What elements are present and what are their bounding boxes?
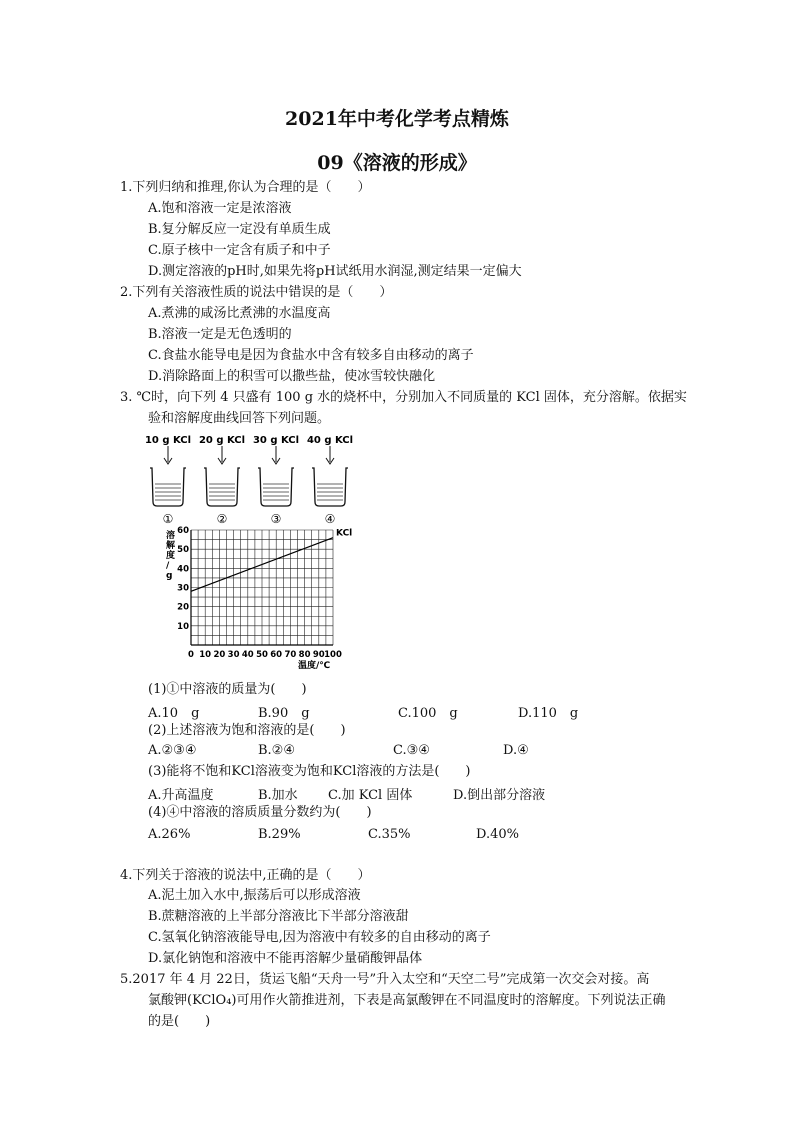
q3-sub3-option-d: D.倒出部分溶液 (453, 788, 546, 803)
q3-sub1-option-b: B.90 g (258, 706, 310, 721)
series-label-KCl: KCl (336, 528, 353, 539)
q1-option-d: D.测定溶液的pH时,如果先将pH试纸用水润湿,测定结果一定偏大 (148, 264, 522, 279)
x-axis-label: 温度/℃ (298, 661, 331, 671)
q3-sub4-stem: (4)④中溶液的溶质质量分数约为( ) (148, 805, 372, 820)
q4-stem: 4.下列关于溶液的说法中,正确的是（ ） (120, 868, 371, 883)
q3-sub1-stem: (1)①中溶液的质量为( ) (148, 682, 307, 697)
x-tick-label: 60 (270, 650, 283, 660)
x-tick-label: 10 (199, 650, 212, 660)
q4-option-d: D.氯化钠饱和溶液中不能再溶解少量硝酸钾晶体 (148, 951, 423, 966)
x-tick-label: 40 (241, 650, 254, 660)
q3-sub2-option-a: A.②③④ (148, 743, 197, 758)
y-tick-label: 20 (177, 602, 189, 613)
beaker-2-label: 20 g KCl (198, 435, 246, 446)
beaker-4-number: ④ (324, 512, 336, 526)
beaker-1 (145, 435, 191, 526)
q2-option-a: A.煮沸的咸汤比煮沸的水温度高 (148, 306, 331, 321)
beaker-2 (199, 435, 245, 526)
chart-ticks (177, 526, 342, 660)
q3-sub2-option-b: B.②④ (258, 743, 295, 758)
q3-sub2-stem: (2)上述溶液为饱和溶液的是( ) (148, 723, 346, 738)
beaker-3-number: ③ (270, 512, 282, 526)
beaker-3-label: 30 g KCl (252, 435, 300, 446)
beaker-4 (307, 435, 353, 526)
q3-sub4-option-d: D.40% (476, 827, 519, 842)
x-tick-label: 50 (256, 650, 268, 660)
y-axis-label-char: 解 (166, 541, 176, 551)
y-tick-label: 10 (177, 621, 189, 632)
q2-stem: 2.下列有关溶液性质的说法中错误的是（ ） (120, 285, 393, 300)
page-subtitle: 09《溶液的形成》 (317, 152, 477, 174)
page-title: 2021年中考化学考点精炼 (285, 108, 509, 130)
q3-sub1-option-d: D.110 g (518, 706, 579, 721)
chart-series (191, 529, 352, 592)
x-tick-label: 100 (324, 650, 342, 660)
beaker-3 (253, 435, 299, 526)
x-tick-label: 30 (227, 650, 240, 660)
q3-sub1-option-a: A.10 g (148, 706, 200, 721)
q3-sub3-stem: (3)能将不饱和KCl溶液变为饱和KCl溶液的方法是( ) (148, 764, 471, 779)
q3-sub4-option-b: B.29% (258, 827, 301, 842)
q2-option-c: C.食盐水能导电是因为食盐水中含有较多自由移动的离子 (148, 348, 474, 363)
y-tick-label: 50 (177, 545, 189, 556)
y-tick-label: 30 (177, 583, 189, 594)
q3-sub2-option-c: C.③④ (393, 743, 430, 758)
beaker-1-number: ① (162, 512, 174, 526)
x-tick-label: 80 (298, 650, 311, 660)
y-axis-label-char: 度 (166, 551, 176, 561)
q4-option-a: A.泥土加入水中,振荡后可以形成溶液 (148, 888, 361, 903)
q3-sub3-option-a: A.升高温度 (148, 788, 214, 803)
q5-line3: 的是( ) (148, 1014, 211, 1029)
y-axis-label-char: 溶 (166, 531, 176, 541)
q5-line2: 氯酸钾(KClO₄)可用作火箭推进剂，下表是高氯酸钾在不同温度时的溶解度。下列说法正确 (148, 993, 666, 1008)
q3-stem-line2: 验和溶解度曲线回答下列问题。 (148, 411, 331, 426)
q1-option-c: C.原子核中一定含有质子和中子 (148, 243, 331, 258)
chart-grid (191, 530, 333, 645)
x-tick-label: 90 (312, 650, 325, 660)
x-tick-label: 70 (284, 650, 297, 660)
q1-stem: 1.下列归纳和推理,你认为合理的是（ ） (120, 180, 371, 195)
q3-figure (140, 430, 360, 675)
beaker-4-label: 40 g KCl (306, 435, 354, 446)
q2-option-d: D.消除路面上的积雪可以撒些盐，使冰雪较快融化 (148, 369, 436, 384)
x-tick-label: 20 (213, 650, 226, 660)
q3-stem-line1: 3. ℃时，向下列 4 只盛有 100 g 水的烧杯中，分别加入不同质量的 KCl 固体，充分溶解。依据实 (120, 390, 687, 405)
q3-sub3-option-b: B.加水 (258, 788, 298, 803)
q1-option-a: A.饱和溶液一定是浓溶液 (148, 201, 292, 216)
y-tick-label: 40 (177, 564, 189, 575)
beaker-1-label: 10 g KCl (144, 435, 192, 446)
y-axis-label-char: g (166, 571, 173, 581)
y-tick-label: 60 (177, 526, 189, 536)
q1-option-b: B.复分解反应一定没有单质生成 (148, 222, 331, 237)
x-tick-label: 0 (188, 650, 194, 660)
q4-option-b: B.蔗糖溶液的上半部分溶液比下半部分溶液甜 (148, 909, 409, 924)
y-axis-label-char: / (166, 561, 170, 571)
q3-sub4-option-c: C.35% (368, 827, 411, 842)
q3-sub1-option-c: C.100 g (398, 706, 458, 721)
y-axis-label (166, 529, 176, 581)
q2-option-b: B.溶液一定是无色透明的 (148, 327, 292, 342)
q5-line1: 5.2017 年 4 月 22日，货运飞船“天舟一号”升入太空和“天空二号”完成第一次交会对接。高 (120, 972, 650, 987)
q3-sub4-option-a: A.26% (148, 827, 191, 842)
q3-sub3-option-c: C.加 KCl 固体 (328, 788, 413, 803)
q3-sub2-option-d: D.④ (503, 743, 529, 758)
beaker-2-number: ② (216, 512, 228, 526)
q4-option-c: C.氢氧化钠溶液能导电,因为溶液中有较多的自由移动的离子 (148, 930, 491, 945)
